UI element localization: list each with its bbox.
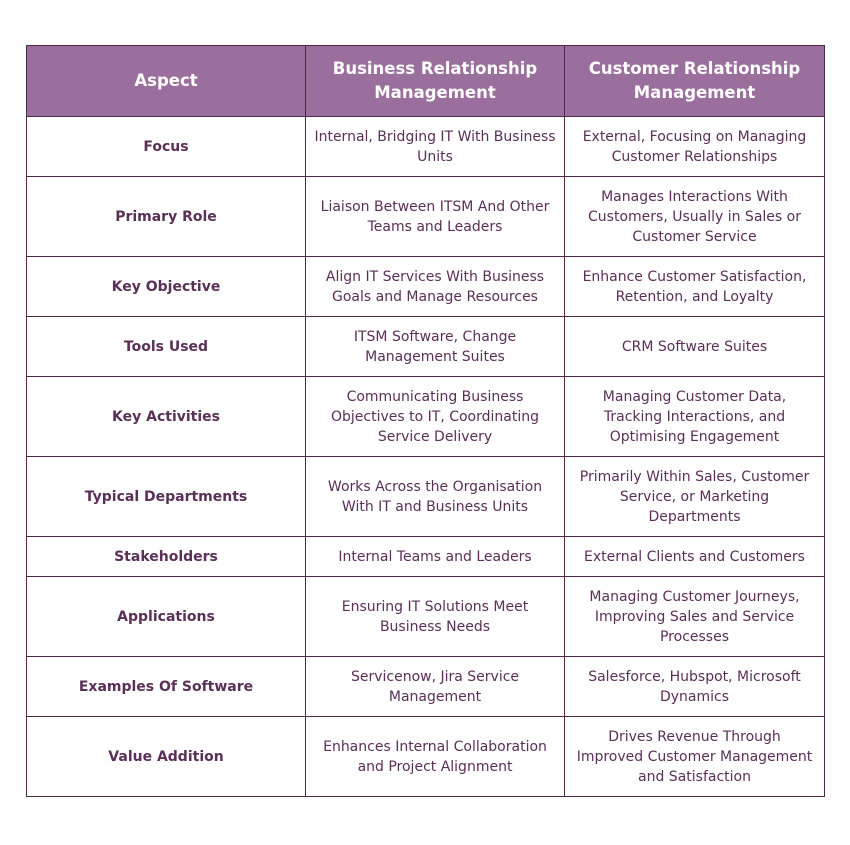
row-aspect: Examples Of Software [27, 657, 306, 717]
table-row [27, 657, 825, 717]
row-crm: External Clients and Customers [565, 537, 825, 577]
row-crm: External, Focusing on Managing Customer Relationships [565, 117, 825, 177]
row-brm: Communicating Business Objectives to IT, Coordinating Service Delivery [306, 377, 565, 457]
table-row [27, 717, 825, 797]
row-brm: Servicenow, Jira Service Management [306, 657, 565, 717]
table-row [27, 457, 825, 537]
row-brm: Liaison Between ITSM And Other Teams and Leaders [306, 177, 565, 257]
row-brm: Enhances Internal Collaboration and Project Alignment [306, 717, 565, 797]
row-aspect: Tools Used [27, 317, 306, 377]
row-brm: Align IT Services With Business Goals and Manage Resources [306, 257, 565, 317]
row-aspect: Typical Departments [27, 457, 306, 537]
row-aspect: Stakeholders [27, 537, 306, 577]
row-brm: ITSM Software, Change Management Suites [306, 317, 565, 377]
row-aspect: Key Objective [27, 257, 306, 317]
table-row [27, 257, 825, 317]
row-brm: Ensuring IT Solutions Meet Business Needs [306, 577, 565, 657]
row-crm: Drives Revenue Through Improved Customer Management and Satisfaction [565, 717, 825, 797]
row-crm: Manages Interactions With Customers, Usually in Sales or Customer Service [565, 177, 825, 257]
table-row [27, 377, 825, 457]
row-crm: Managing Customer Journeys, Improving Sales and Service Processes [565, 577, 825, 657]
row-brm: Internal Teams and Leaders [306, 537, 565, 577]
row-crm: CRM Software Suites [565, 317, 825, 377]
row-crm: Managing Customer Data, Tracking Interactions, and Optimising Engagement [565, 377, 825, 457]
header-aspect: Aspect [27, 46, 306, 117]
table-header-row [27, 46, 825, 117]
row-crm: Primarily Within Sales, Customer Service, or Marketing Departments [565, 457, 825, 537]
row-crm: Enhance Customer Satisfaction, Retention, and Loyalty [565, 257, 825, 317]
table-row [27, 537, 825, 577]
header-brm: Business Relationship Management [306, 46, 565, 117]
table-row [27, 177, 825, 257]
row-crm: Salesforce, Hubspot, Microsoft Dynamics [565, 657, 825, 717]
row-aspect: Key Activities [27, 377, 306, 457]
comparison-table [26, 45, 825, 797]
row-brm: Internal, Bridging IT With Business Units [306, 117, 565, 177]
table-row [27, 317, 825, 377]
row-aspect: Primary Role [27, 177, 306, 257]
row-brm: Works Across the Organisation With IT and Business Units [306, 457, 565, 537]
header-crm: Customer Relationship Management [565, 46, 825, 117]
row-aspect: Focus [27, 117, 306, 177]
row-aspect: Applications [27, 577, 306, 657]
table-row [27, 117, 825, 177]
table-row [27, 577, 825, 657]
row-aspect: Value Addition [27, 717, 306, 797]
